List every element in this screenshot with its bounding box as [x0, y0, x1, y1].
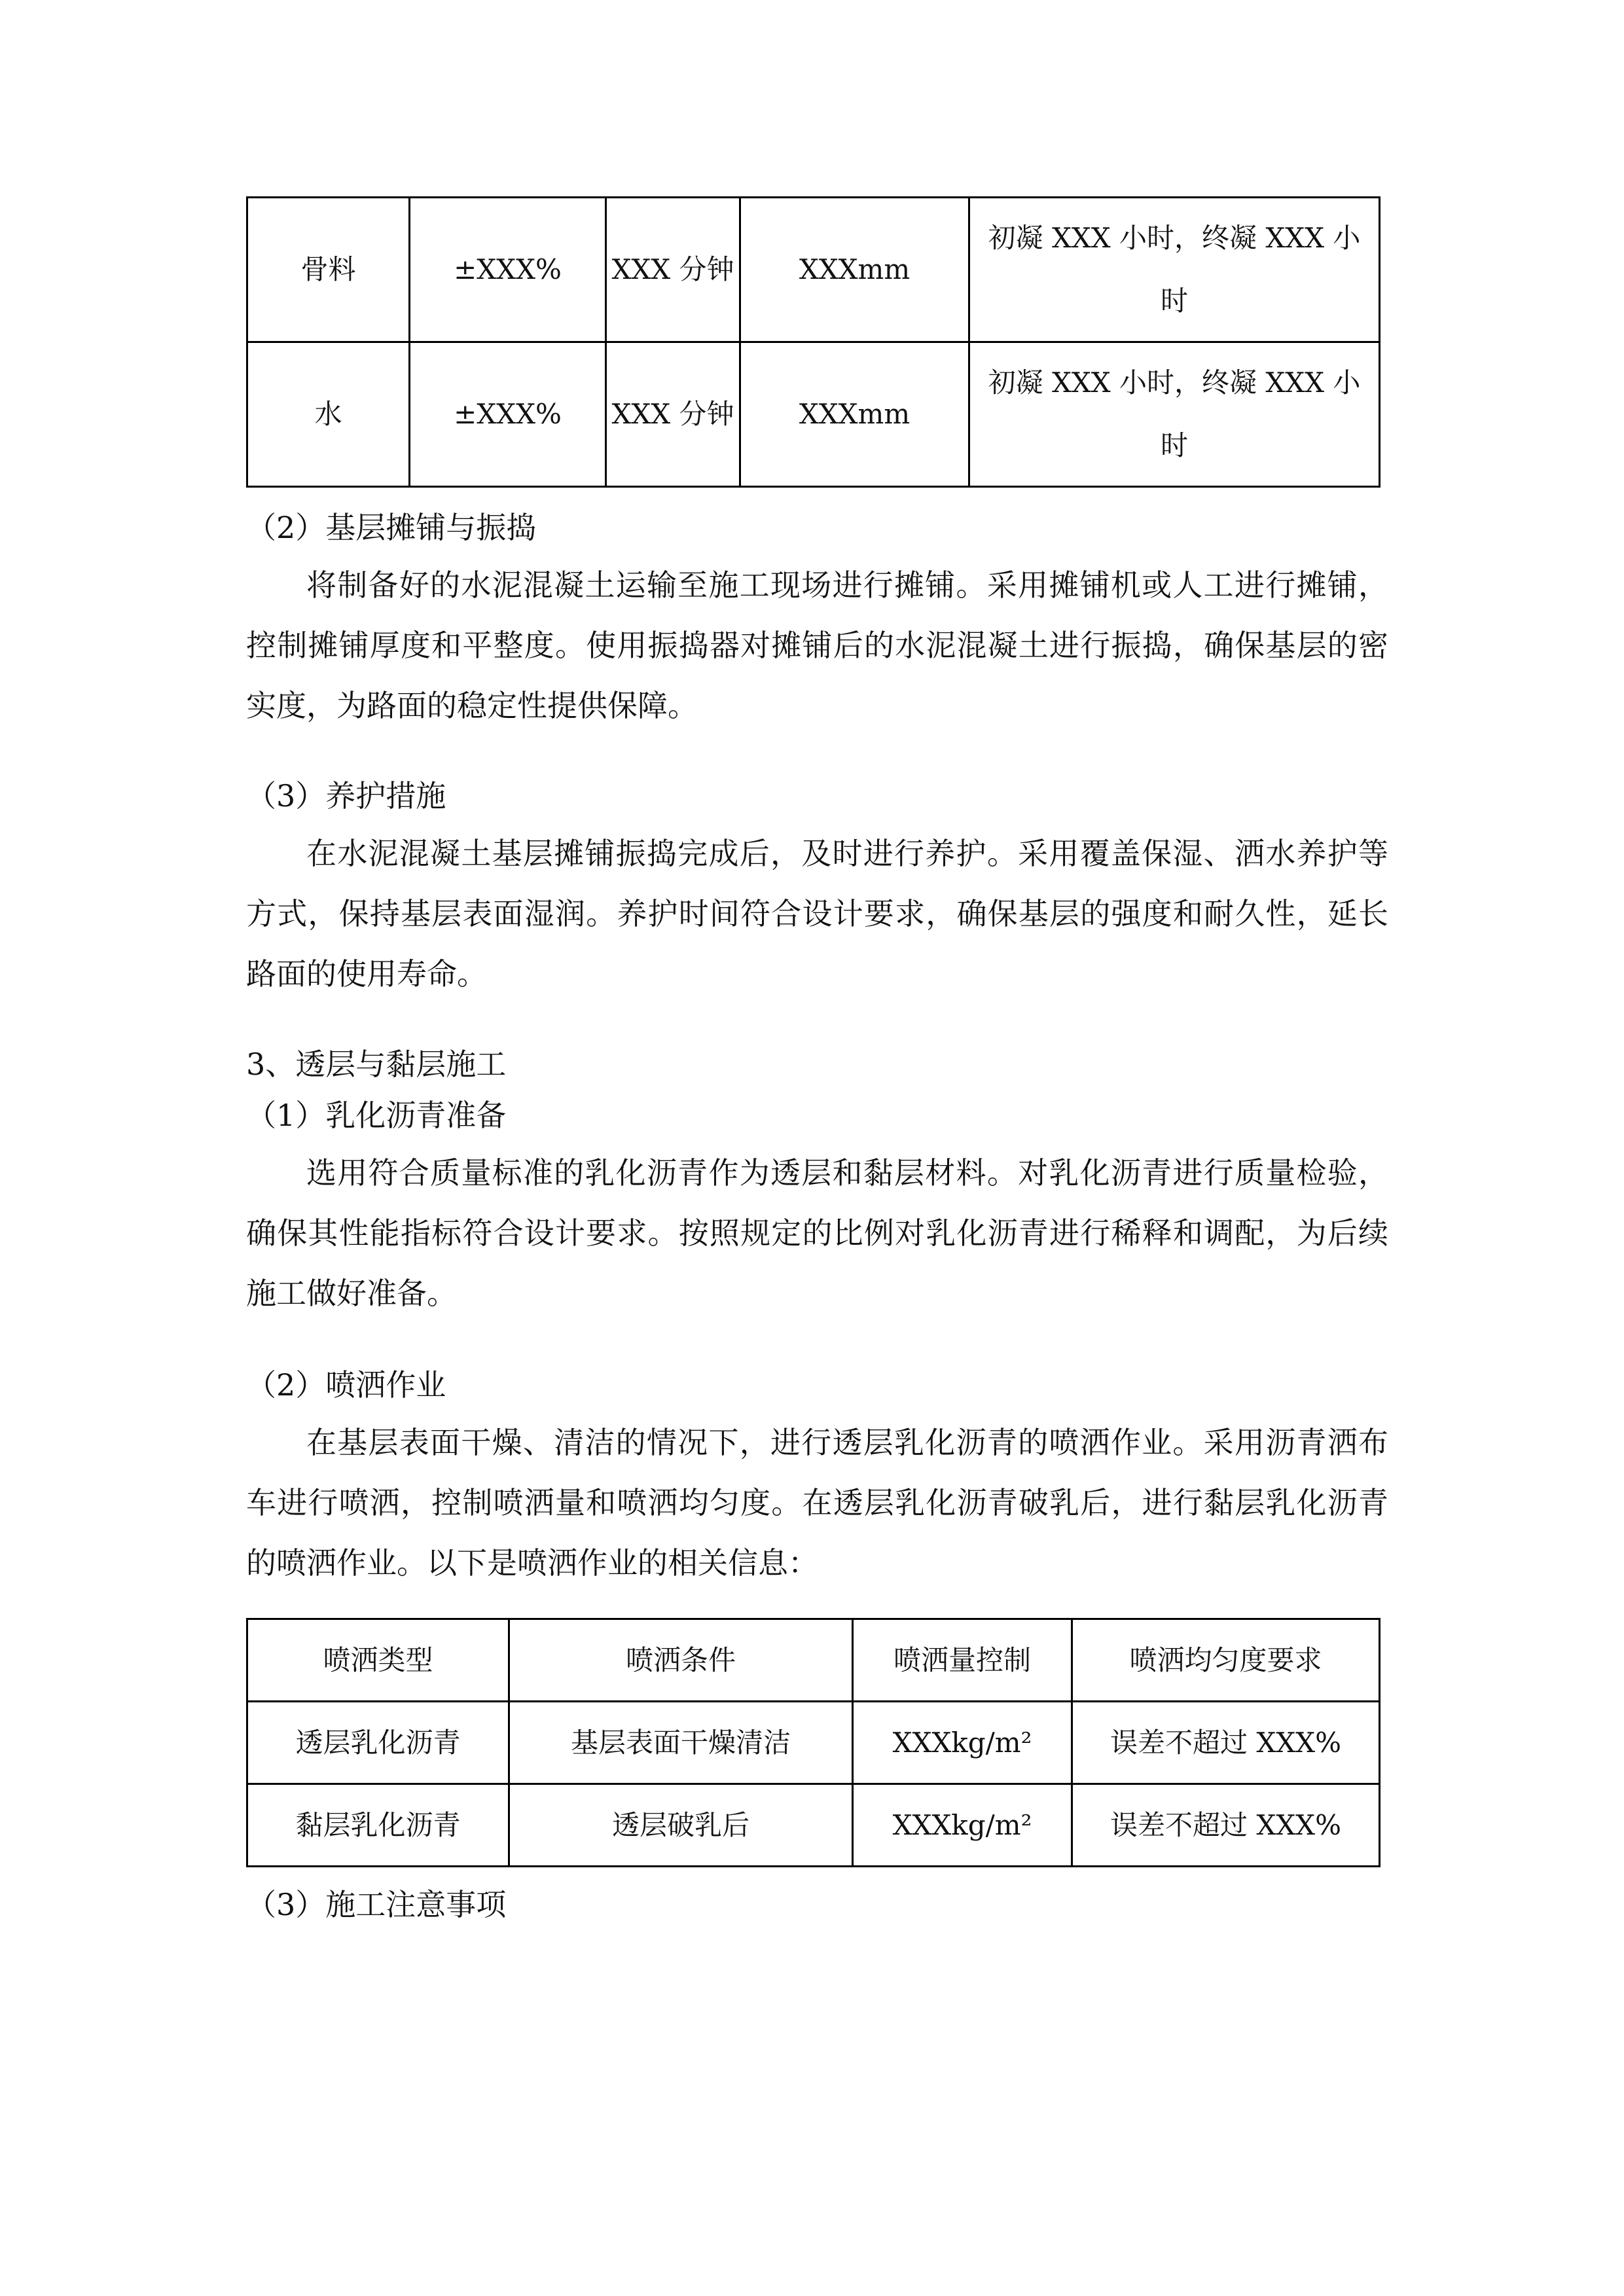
- table-header-cell: 喷洒类型: [247, 1619, 509, 1702]
- table-row: [247, 342, 1380, 487]
- table-cell: XXXkg/m²: [853, 1784, 1072, 1867]
- section-heading-base-paving: （2）基层摊铺与振捣: [246, 510, 537, 545]
- paragraph-base-paving: 将制备好的水泥混凝土运输至施工现场进行摊铺。采用摊铺机或人工进行摊铺，控制摊铺厚度和平整度。使用振捣器对摊铺后的水泥混凝土进行振捣，确保基层的密实度，为路面的稳定性提供保障。: [246, 567, 1388, 723]
- table-row: [247, 198, 1380, 342]
- paragraph-spraying: 在基层表面干燥、清洁的情况下，进行透层乳化沥青的喷洒作业。采用沥青洒布车进行喷洒，控制喷洒量和喷洒均匀度。在透层乳化沥青破乳后，进行黏层乳化沥青的喷洒作业。以下是喷洒作业的相关信息：: [246, 1425, 1388, 1581]
- table-cell: 透层破乳后: [509, 1784, 853, 1867]
- table-cell-setting-time: 初凝 XXX 小时，终凝 XXX 小时: [969, 342, 1380, 487]
- table-cell: 透层乳化沥青: [247, 1702, 509, 1784]
- table-cell: 误差不超过 XXX%: [1072, 1784, 1380, 1867]
- table-header-cell: 喷洒量控制: [853, 1619, 1072, 1702]
- table-header-cell: 喷洒均匀度要求: [1072, 1619, 1380, 1702]
- table-cell-setting-time: 初凝 XXX 小时，终凝 XXX 小时: [969, 198, 1380, 342]
- table-header-cell: 喷洒条件: [509, 1619, 853, 1702]
- table-cell-mixing-time: XXX 分钟: [606, 198, 740, 342]
- section-heading-spraying: （2）喷洒作业: [246, 1367, 446, 1403]
- table-cell-tolerance: ±XXX%: [410, 198, 606, 342]
- table-cell: 黏层乳化沥青: [247, 1784, 509, 1867]
- table-cell-mixing-time: XXX 分钟: [606, 342, 740, 487]
- paragraph-curing: 在水泥混凝土基层摊铺振捣完成后，及时进行养护。采用覆盖保湿、洒水养护等方式，保持基层表面湿润。养护时间符合设计要求，确保基层的强度和耐久性，延长路面的使用寿命。: [246, 836, 1388, 992]
- table-cell: 基层表面干燥清洁: [509, 1702, 853, 1784]
- table-cell: 误差不超过 XXX%: [1072, 1702, 1380, 1784]
- table-cell-tolerance: ±XXX%: [410, 342, 606, 487]
- section-heading-curing: （3）养护措施: [246, 778, 446, 814]
- table-cell-material: 水: [247, 342, 410, 487]
- section-heading-prime-tack-coat: 3、透层与黏层施工: [246, 1047, 507, 1082]
- table-row: [247, 1702, 1380, 1784]
- section-heading-precautions: （3）施工注意事项: [246, 1887, 507, 1922]
- table-cell-slump: XXXmm: [740, 198, 969, 342]
- section-heading-emulsified-asphalt: （1）乳化沥青准备: [246, 1098, 507, 1133]
- table-cell: XXXkg/m²: [853, 1702, 1072, 1784]
- table-cell-slump: XXXmm: [740, 342, 969, 487]
- mix-parameters-table: [246, 196, 1380, 488]
- paragraph-emulsified-asphalt: 选用符合质量标准的乳化沥青作为透层和黏层材料。对乳化沥青进行质量检验，确保其性能指标符合设计要求。按照规定的比例对乳化沥青进行稀释和调配，为后续施工做好准备。: [246, 1155, 1388, 1311]
- table-header-row: [247, 1619, 1380, 1702]
- table-cell-material: 骨料: [247, 198, 410, 342]
- table-row: [247, 1784, 1380, 1867]
- spraying-info-table: [246, 1618, 1380, 1867]
